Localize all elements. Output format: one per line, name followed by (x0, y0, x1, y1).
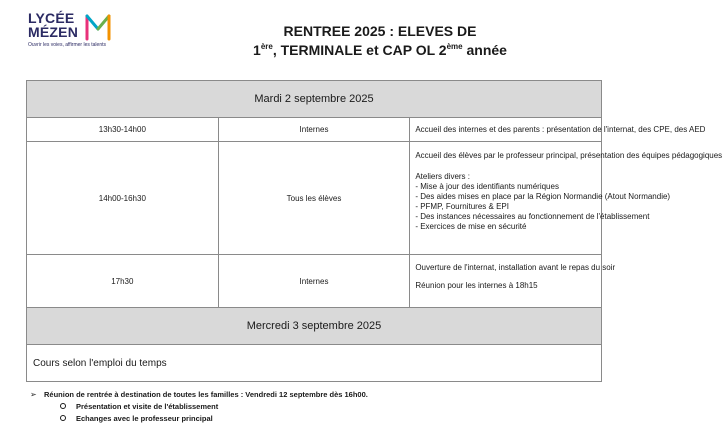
activity-line: Ouverture de l'internat, installation avant le repas du soir (415, 263, 616, 272)
activity-line: Réunion pour les internes à 18h15 (415, 281, 538, 290)
activity-line: - Exercices de mise en sécurité (415, 222, 527, 231)
time-cell: 13h30-14h00 (27, 118, 219, 142)
title-line1: RENTREE 2025 : ELEVES DE (283, 23, 477, 39)
audience-cell: Tous les élèves (218, 142, 410, 255)
audience-cell: Internes (218, 255, 410, 308)
activity-line: Accueil des internes et des parents : présentation de l'internat, des CPE, des AED (415, 124, 706, 134)
title-part-b: , TERMINALE et CAP OL 2 (272, 42, 447, 58)
logo-m-icon (84, 13, 112, 41)
title-part-c: année (462, 42, 507, 58)
time-cell: 14h00-16h30 (27, 142, 219, 255)
arrow-icon: ➢ (30, 389, 37, 399)
bullet-sub-text: Présentation et visite de l'établissement (76, 401, 219, 411)
day2-note: Cours selon l'emploi du temps (27, 345, 602, 382)
bullet-sub-text: Echanges avec le professeur principal (76, 413, 213, 423)
activity-cell (410, 118, 706, 142)
list-item (30, 412, 368, 424)
activity-line: - Des aides mises en place par la Région Normandie (Atout Normandie) (415, 192, 671, 201)
table-row (27, 142, 602, 255)
list-item (30, 388, 368, 400)
title-line2 (150, 41, 610, 60)
title-sup-1: ère (260, 42, 273, 51)
audience-cell: Internes (218, 118, 410, 142)
title-sup-2: ème (446, 42, 463, 51)
school-logo (28, 11, 138, 51)
day1-header: Mardi 2 septembre 2025 (27, 81, 602, 118)
title-part-a: 1 (253, 42, 261, 58)
bullet-main-text: Réunion de rentrée à destination de toutes les familles : Vendredi 12 septembre dès 16h00. (44, 389, 368, 399)
time-cell: 17h30 (27, 255, 219, 308)
info-bullets (30, 388, 368, 424)
logo-line1: LYCÉE (28, 10, 75, 26)
activity-line: - PFMP, Fournitures & EPI (415, 202, 509, 211)
table-row (27, 118, 602, 142)
list-item (30, 400, 368, 412)
activity-cell (410, 255, 616, 308)
activity-line: - Mise à jour des identifiants numériques (415, 182, 559, 191)
activity-line: - Des instances nécessaires au fonctionnement de l'établissement (415, 212, 650, 221)
day2-header: Mercredi 3 septembre 2025 (27, 308, 602, 345)
activity-line: Accueil des élèves par le professeur principal, présentation des équipes pédagogiques (415, 151, 722, 160)
activity-line: Ateliers divers : (415, 172, 470, 181)
circle-bullet-icon (60, 415, 66, 421)
page-title (150, 22, 610, 60)
logo-text (28, 11, 78, 39)
circle-bullet-icon (60, 403, 66, 409)
activity-cell (410, 142, 722, 255)
logo-line2: MÉZEN (28, 24, 78, 40)
table-row (27, 255, 602, 308)
logo-tagline: Ouvrir les voies, affirmer les talents (28, 42, 106, 48)
schedule-table (26, 80, 722, 382)
